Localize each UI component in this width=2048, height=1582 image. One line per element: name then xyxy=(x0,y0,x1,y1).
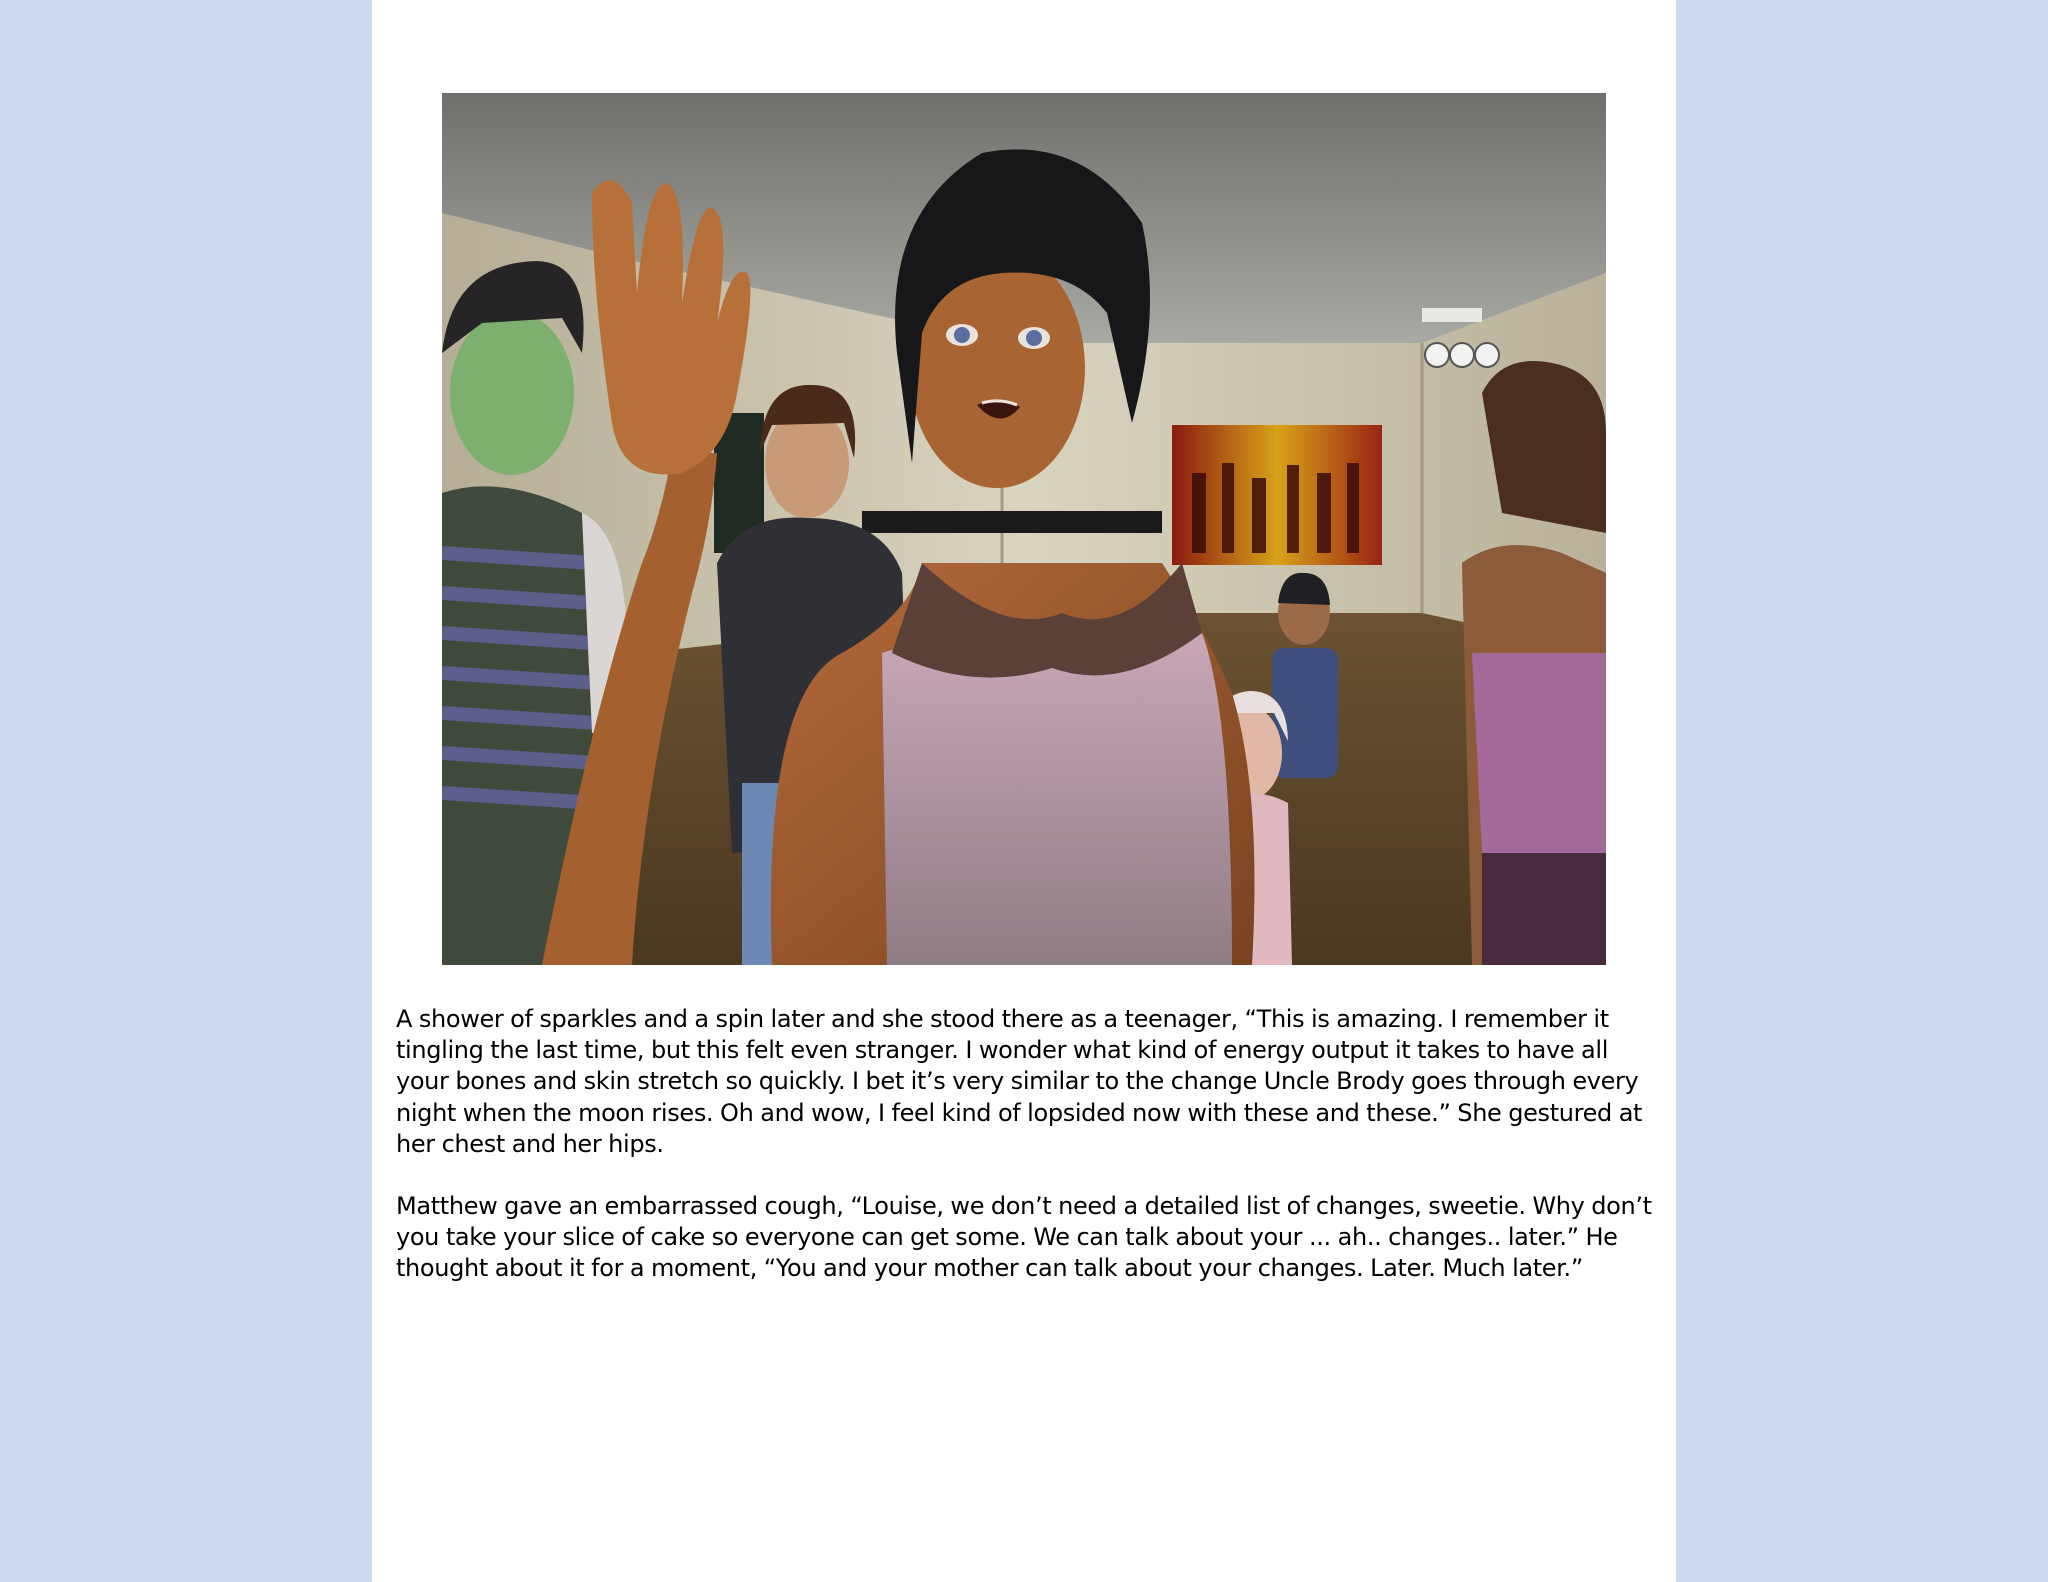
game-screenshot-image xyxy=(442,93,1606,965)
story-text xyxy=(396,1004,1656,1316)
story-paragraph-2: Matthew gave an embarrassed cough, “Louise, we don’t need a detailed list of changes, sweetie. Why don’t you take your slice of cake so everyone can get some. We can talk about your ... ah.. changes.. later.” He thought about it for a moment, “You and your mother can talk about your changes. Later. Much later.” xyxy=(396,1192,1652,1283)
party-scene-illustration xyxy=(442,93,1606,965)
document-page xyxy=(372,0,1676,1582)
story-paragraph-1: A shower of sparkles and a spin later and she stood there as a teenager, “This is amazing. I remember it tingling the last time, but this felt even stranger. I wonder what kind of energy output it takes to have all your bones and skin stretch so quickly. I bet it’s very similar to the change Uncle Brody goes through every night when the moon rises. Oh and wow, I feel kind of lopsided now with these and these.” She gestured at her chest and her hips. xyxy=(396,1005,1643,1158)
